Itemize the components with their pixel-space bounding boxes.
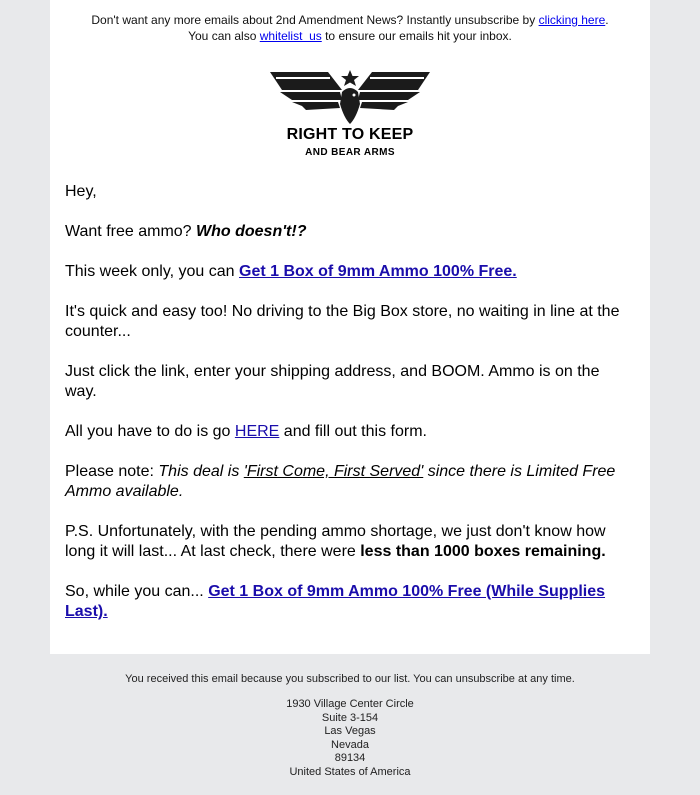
email-card <box>50 0 650 654</box>
paragraph-click-link: Just click the link, enter your shipping address, and BOOM. Ammo is on the way. <box>65 363 600 400</box>
address-line: 1930 Village Center Circle <box>286 698 414 710</box>
address-line: United States of America <box>289 765 411 778</box>
whitelist-text-post: to ensure our emails hit your inbox. <box>321 29 512 43</box>
address-line: Nevada <box>331 738 369 751</box>
paragraph-quick-easy: It's quick and easy too! No driving to the Big Box store, no waiting in line at the counter... <box>65 303 620 340</box>
eagle-icon <box>270 68 430 128</box>
paragraph-this-week <box>65 262 625 282</box>
p6-emphasis-1: This deal is <box>158 463 244 480</box>
rtkba-logo <box>270 68 430 163</box>
mailing-address <box>0 698 700 779</box>
address-line: Suite 3-154 <box>321 711 379 724</box>
paragraph-ps <box>65 522 625 562</box>
email-footer <box>0 673 700 779</box>
paragraph-free-ammo <box>65 222 625 242</box>
greeting: Hey, <box>65 183 97 200</box>
paragraph-while-you-can <box>65 582 625 622</box>
p6-text: Please note: <box>65 463 159 480</box>
unsubscribe-period: . <box>605 13 609 27</box>
p1-emphasis: Who doesn't!? <box>196 223 307 240</box>
p6-emphasis-2: since there is Limited Free Ammo available. <box>65 463 616 500</box>
whitelist-link[interactable]: whitelist us <box>259 29 322 43</box>
subscription-note: You received this email because you subscribed to our list. You can unsubscribe at any time. <box>125 673 575 685</box>
unsubscribe-notice <box>50 0 650 44</box>
address-line: 89134 <box>334 752 366 764</box>
paragraph-go-here <box>65 422 625 442</box>
whitelist-text-pre: You can also <box>188 29 260 43</box>
p7-text: P.S. Unfortunately, with the pending ammo shortage, we just don't know how long it will last... At last check, there were <box>65 523 606 560</box>
p1-text: Want free ammo? <box>65 223 197 240</box>
here-link[interactable]: HERE <box>234 423 280 440</box>
p8-text: So, while you can... <box>65 583 209 600</box>
p5-text-post: and fill out this form. <box>279 423 427 440</box>
unsubscribe-text: Don't want any more emails about 2nd Amendment News? Instantly unsubscribe by <box>91 13 539 27</box>
free-ammo-link[interactable]: Get 1 Box of 9mm Ammo 100% Free. <box>239 263 517 280</box>
free-ammo-link-supplies[interactable]: Get 1 Box of 9mm Ammo 100% Free (While Supplies Last). <box>65 583 606 620</box>
address-line: Las Vegas <box>324 725 376 737</box>
logo-title: RIGHT TO KEEP <box>286 126 414 143</box>
p2-text: This week only, you can <box>65 263 240 280</box>
paragraph-please-note <box>65 462 625 502</box>
logo-subtitle: AND BEAR ARMS <box>305 147 395 158</box>
email-body <box>65 182 625 642</box>
p5-text: All you have to do is go <box>65 423 235 440</box>
first-come-first-served: 'First Come, First Served' <box>243 463 424 480</box>
p7-bold: less than 1000 boxes remaining. <box>360 543 606 560</box>
unsubscribe-link[interactable]: clicking here <box>538 13 606 27</box>
